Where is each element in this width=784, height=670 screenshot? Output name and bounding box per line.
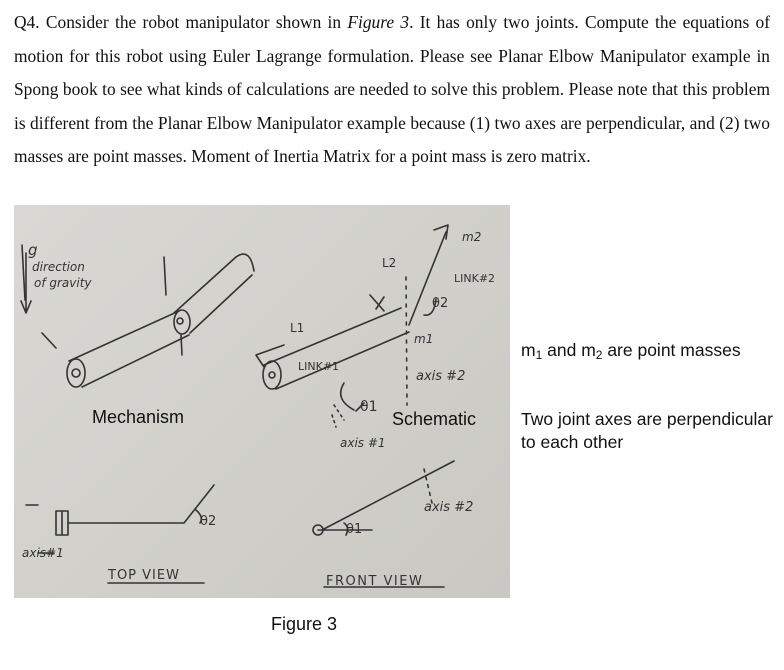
mechanism-link1 <box>69 311 189 387</box>
question-text <box>14 6 770 174</box>
mechanism-label: Mechanism <box>92 407 185 427</box>
m-label: m <box>521 340 536 360</box>
figure-photo <box>14 205 510 598</box>
m1-subscript: 1 <box>535 348 543 362</box>
question-text-part2: . It has only two joints. Compute the equations of motion for this robot using Euler Lagrange formulation. Please see Planar Elbow Manipulator example in Spong book to see what kinds of calculations are needed to solve this problem. Please note that this problem is different from the Planar Elbow Manipulator example because (1) two axes are perpendicular, and (2) two masses are point masses. Moment of Inertia Matrix for a point mass is zero matrix. <box>14 12 771 167</box>
l1-label: L1 <box>290 321 305 335</box>
theta1-label: θ1 <box>360 399 378 415</box>
schematic-axis2-line <box>406 277 407 405</box>
question-text-part1: Consider the robot manipulator shown in <box>39 12 348 32</box>
gravity-box-left <box>22 245 25 300</box>
m1-label: m1 <box>414 332 434 346</box>
mechanism-link2 <box>174 257 252 333</box>
schematic-label: Schematic <box>392 409 477 429</box>
point-masses-note <box>521 339 781 362</box>
theta1-front-label: θ1 <box>346 522 363 537</box>
m2-label: m2 <box>462 230 482 244</box>
axis2-label: axis #2 <box>416 369 466 384</box>
gravity-g-label: g <box>28 241 38 259</box>
m2-subscript: 2 <box>595 348 603 362</box>
point-masses-text: are point masses <box>602 340 741 360</box>
figure-reference: Figure 3 <box>347 12 410 32</box>
top-view-label: TOP VIEW <box>108 568 180 583</box>
schematic-link2 <box>409 232 449 325</box>
top-view-links <box>68 485 214 523</box>
theta2-top-label: θ2 <box>200 514 217 529</box>
and-m-label: and m <box>542 340 596 360</box>
link1-label: LINK#1 <box>298 360 340 373</box>
schematic-link1 <box>264 308 409 389</box>
axis2-front-label: axis #2 <box>424 500 474 515</box>
axis1-label: axis #1 <box>340 436 386 450</box>
schematic-base-joint <box>263 361 281 389</box>
mechanism-base-joint <box>67 359 85 387</box>
axes-note: Two joint axes are perpendicular to each other <box>521 409 773 452</box>
link2-label: LINK#2 <box>454 272 496 285</box>
top-view-base <box>56 511 68 535</box>
figure-drawing <box>14 205 510 598</box>
theta2-label: θ2 <box>432 296 449 311</box>
front-view-label: FRONT VIEW <box>326 574 424 589</box>
schematic-joint-marker <box>370 295 384 311</box>
gravity-label-line1: direction <box>32 260 85 274</box>
gravity-label-line2: of gravity <box>34 276 92 290</box>
figure-caption: Figure 3 <box>271 614 338 634</box>
question-number: Q4. <box>14 12 40 32</box>
l2-label: L2 <box>382 256 397 270</box>
axis1-left-label: axis#1 <box>22 546 64 560</box>
front-view-links <box>318 461 454 530</box>
